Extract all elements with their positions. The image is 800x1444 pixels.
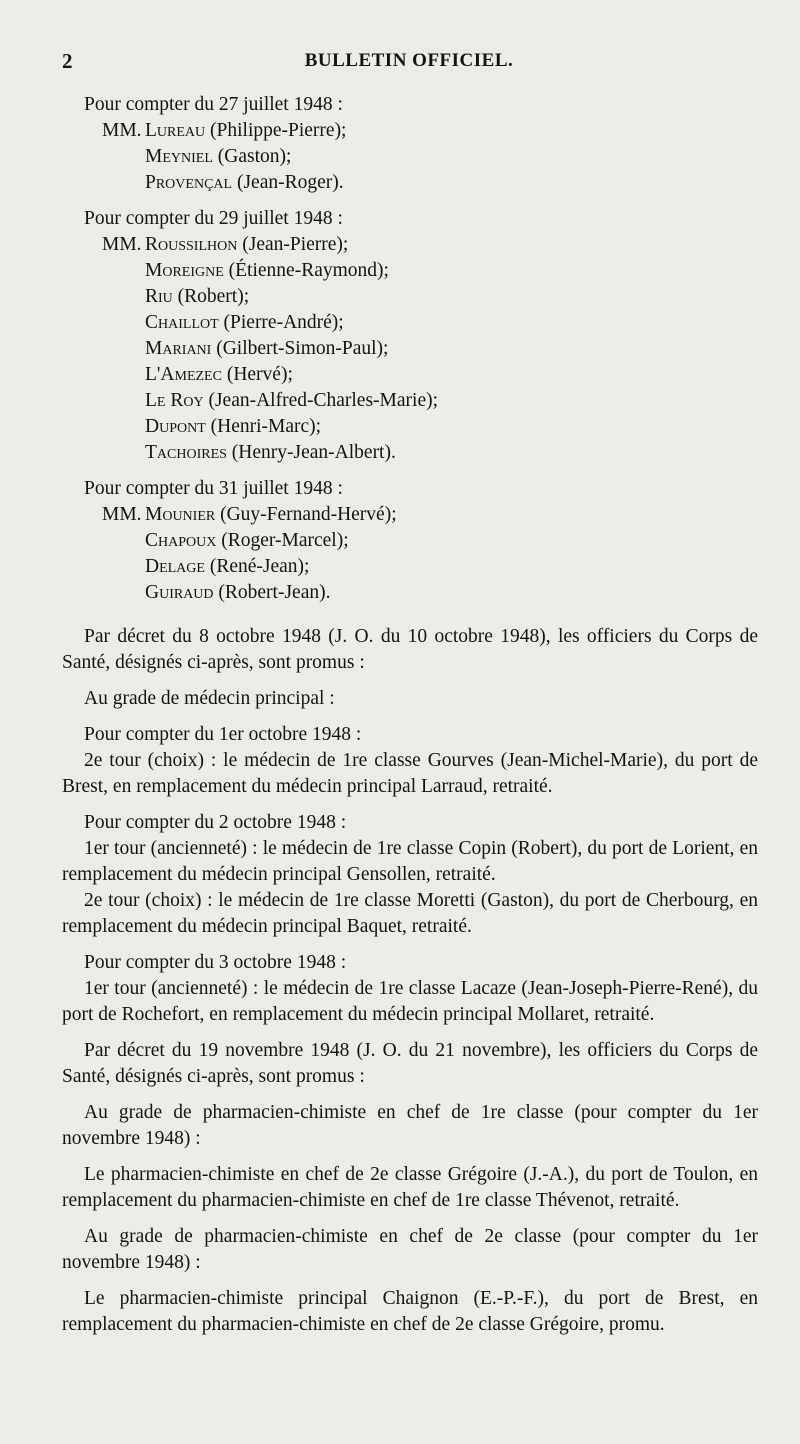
given-names: (Robert);: [172, 286, 250, 307]
surname: Tachoires: [145, 442, 227, 463]
given-names: (Guy-Fernand-Hervé);: [215, 504, 397, 525]
name-entry: [145, 528, 758, 554]
surname: Mounier: [145, 504, 216, 525]
mm-label: MM.: [102, 234, 142, 255]
surname: Guiraud: [145, 582, 214, 603]
given-names: (Jean-Alfred-Charles-Marie);: [203, 390, 439, 411]
surname: Meyniel: [145, 146, 213, 167]
name-entry: [145, 554, 758, 580]
page-header: [62, 48, 756, 76]
given-names: (Jean-Roger).: [232, 172, 344, 193]
promotion-group: [62, 476, 758, 606]
given-names: (Robert-Jean).: [213, 582, 331, 603]
given-names: (Jean-Pierre);: [237, 234, 349, 255]
grade-heading: Au grade de pharmacien-chimiste en chef de 1re classe (pour compter du 1er novembre 1948) :: [62, 1102, 758, 1149]
name-list: [62, 232, 758, 466]
surname: Delage: [145, 556, 205, 577]
promotion-entry: 1er tour (ancienneté) : le médecin de 1re classe Copin (Robert), du port de Lorient, en remplacement du médecin principal Gensollen, retraité.: [62, 838, 758, 885]
name-entry: [145, 362, 758, 388]
surname: Roussilhon: [145, 234, 238, 255]
given-names: (Gilbert-Simon-Paul);: [211, 338, 389, 359]
promotion-group: [62, 206, 758, 466]
surname: Moreigne: [145, 260, 224, 281]
date-heading: Pour compter du 1er octobre 1948 :: [84, 724, 362, 745]
given-names: (Henri-Marc);: [205, 416, 322, 437]
group-heading: Pour compter du 29 juillet 1948 :: [84, 208, 343, 229]
page-number: 2: [62, 49, 73, 73]
given-names: (Philippe-Pierre);: [205, 120, 347, 141]
given-names: (Henry-Jean-Albert).: [226, 442, 396, 463]
surname: Mariani: [145, 338, 212, 359]
grade-heading: Au grade de pharmacien-chimiste en chef de 2e classe (pour compter du 1er novembre 1948) :: [62, 1226, 758, 1273]
name-entry: [145, 144, 758, 170]
group-heading: Pour compter du 27 juillet 1948 :: [84, 94, 343, 115]
name-entry: [145, 118, 758, 144]
group-heading: Pour compter du 31 juillet 1948 :: [84, 478, 343, 499]
decree-intro: Par décret du 19 novembre 1948 (J. O. du 21 novembre), les officiers du Corps de Santé, désignés ci-après, sont promus :: [62, 1040, 758, 1087]
mm-label: MM.: [102, 120, 142, 141]
document-body: [62, 92, 758, 1348]
running-title: BULLETIN OFFICIEL.: [304, 50, 514, 71]
surname: Le Roy: [145, 390, 204, 411]
surname: Chapoux: [145, 530, 217, 551]
name-entry: [145, 310, 758, 336]
name-entry: [145, 232, 758, 258]
name-entry: [145, 388, 758, 414]
promotion-group: [62, 92, 758, 196]
name-entry: [145, 170, 758, 196]
name-list: [62, 502, 758, 606]
name-entry: [145, 440, 758, 466]
surname: Riu: [145, 286, 173, 307]
grade-heading: Au grade de médecin principal :: [84, 688, 335, 709]
given-names: (Pierre-André);: [218, 312, 344, 333]
name-entry: [145, 336, 758, 362]
decree-intro: Par décret du 8 octobre 1948 (J. O. du 10 octobre 1948), les officiers du Corps de Santé, désignés ci-après, sont promus :: [62, 626, 758, 673]
surname: Chaillot: [145, 312, 219, 333]
surname: Provençal: [145, 172, 233, 193]
promotion-entry: Le pharmacien-chimiste principal Chaignon (E.-P.-F.), du port de Brest, en remplacement du pharmacien-chimiste en chef de 2e classe Grégoire, promu.: [62, 1288, 758, 1335]
name-entry: [145, 580, 758, 606]
name-entry: [145, 284, 758, 310]
surname: Lureau: [145, 120, 206, 141]
name-list: [62, 118, 758, 196]
promotion-entry: 1er tour (ancienneté) : le médecin de 1re classe Lacaze (Jean-Joseph-Pierre-René), du port de Rochefort, en remplacement du médecin principal Mollaret, retraité.: [62, 978, 758, 1025]
surname: Dupont: [145, 416, 206, 437]
date-heading: Pour compter du 3 octobre 1948 :: [84, 952, 347, 973]
given-names: (René-Jean);: [204, 556, 310, 577]
date-heading: Pour compter du 2 octobre 1948 :: [84, 812, 347, 833]
given-names: (Gaston);: [212, 146, 292, 167]
name-entry: [145, 258, 758, 284]
promotion-entry: Le pharmacien-chimiste en chef de 2e classe Grégoire (J.-A.), du port de Toulon, en remplacement du pharmacien-chimiste en chef de 1re classe Thévenot, retraité.: [62, 1164, 758, 1211]
mm-label: MM.: [102, 504, 142, 525]
promotion-entry: 2e tour (choix) : le médecin de 1re classe Gourves (Jean-Michel-Marie), du port de Brest, en remplacement du médecin principal Larraud, retraité.: [62, 750, 758, 797]
given-names: (Roger-Marcel);: [216, 530, 349, 551]
promotion-entry: 2e tour (choix) : le médecin de 1re classe Moretti (Gaston), du port de Cherbourg, en remplacement du médecin principal Baquet, retraité.: [62, 890, 758, 937]
name-entry: [145, 502, 758, 528]
surname: L'Amezec: [145, 364, 222, 385]
given-names: (Étienne-Raymond);: [223, 260, 389, 281]
given-names: (Hervé);: [221, 364, 293, 385]
name-entry: [145, 414, 758, 440]
